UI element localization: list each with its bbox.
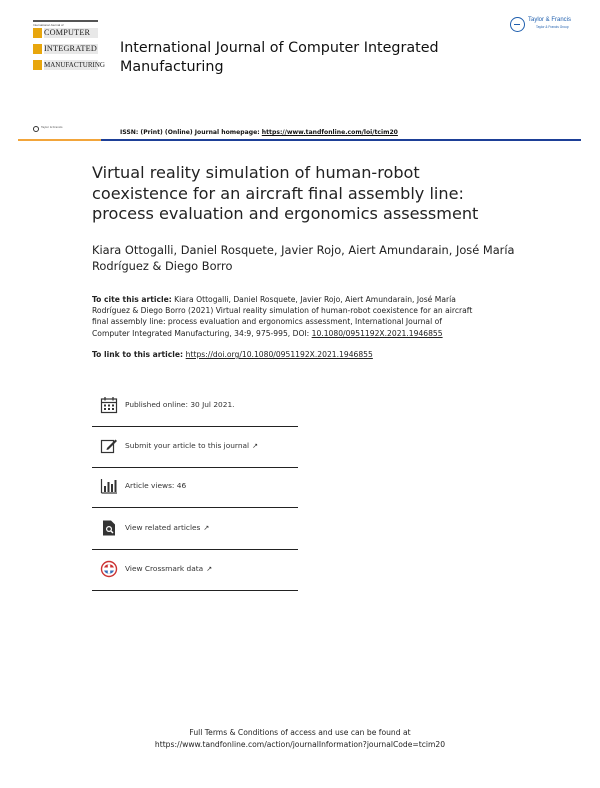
article-title-line-3: process evaluation and ergonomics assessment <box>92 204 479 223</box>
citation-line-3: final assembly line: process evaluation and ergonomics assessment, International Journal of <box>92 317 442 327</box>
authors-line-2: Rodríguez & Diego Borro <box>92 258 233 273</box>
article-views-row <box>92 477 298 517</box>
row-divider <box>92 590 298 591</box>
article-link-label: To link to this article: <box>92 350 186 359</box>
publisher-name: Taylor & Francis <box>528 17 572 23</box>
article-title-line-1: Virtual reality simulation of human-robot <box>92 163 420 182</box>
footer <box>0 727 600 751</box>
small-publisher-logo <box>33 126 63 132</box>
published-online-row <box>92 396 298 436</box>
issn-label: ISSN: (Print) (Online) Journal homepage: <box>120 129 262 136</box>
citation-line-2: Rodríguez & Diego Borro (2021) Virtual reality simulation of human-robot coexistence for an aircraft <box>92 306 473 316</box>
related-articles-label: View related articles <box>125 523 201 532</box>
edit-icon <box>100 437 118 455</box>
journal-title[interactable] <box>120 39 450 77</box>
article-views-text: Article views: 46 <box>125 481 187 490</box>
citation-line-4: Computer Integrated Manufacturing, 34:9, 975-995, DOI: <box>92 328 312 338</box>
journal-cover <box>33 20 105 74</box>
published-online-text: Published online: 30 Jul 2021. <box>125 400 235 409</box>
journal-title-line-2: Manufacturing <box>120 59 224 75</box>
header-rule-orange <box>18 139 101 141</box>
footer-line-1: Full Terms & Conditions of access and use can be found at <box>189 728 411 737</box>
row-divider <box>92 549 298 550</box>
cover-small-text: International Journal of <box>33 23 64 27</box>
cover-accent-block <box>33 28 42 38</box>
cover-word-manufacturing: MANUFACTURING <box>44 61 105 69</box>
crossmark-row[interactable] <box>92 560 298 600</box>
cover-word-computer: COMPUTER <box>44 28 98 38</box>
cover-accent-block <box>33 44 42 54</box>
small-publisher-logo-text: Taylor & Francis <box>41 125 63 129</box>
submit-article-row[interactable] <box>92 437 298 477</box>
row-divider <box>92 426 298 427</box>
related-articles-text[interactable] <box>125 523 209 532</box>
crossmark-icon <box>100 560 118 578</box>
journal-title-line-1: International Journal of Computer Integrated <box>120 40 439 56</box>
article-title <box>92 163 512 225</box>
citation-block <box>92 294 512 339</box>
article-doi-link[interactable]: https://doi.org/10.1080/0951192X.2021.1946855 <box>185 350 373 359</box>
citation-doi-link[interactable]: 10.1080/0951192X.2021.1946855 <box>311 328 443 338</box>
document-search-icon <box>100 519 118 537</box>
header-rule-blue <box>101 139 581 141</box>
submit-article-text[interactable] <box>125 441 258 450</box>
citation-line-1: Kiara Ottogalli, Daniel Rosquete, Javier Rojo, Aiert Amundarain, José María <box>171 295 456 304</box>
authors-line-1: Kiara Ottogalli, Daniel Rosquete, Javier Rojo, Aiert Amundarain, José María <box>92 243 515 257</box>
external-link-icon: ↗ <box>203 524 210 532</box>
small-publisher-logo-icon <box>33 126 39 132</box>
publisher-logo[interactable] <box>510 15 580 37</box>
crossmark-label: View Crossmark data <box>125 564 204 573</box>
citation-label: To cite this article: <box>92 295 172 304</box>
cover-top-rule <box>33 20 98 22</box>
calendar-icon <box>100 396 118 414</box>
crossmark-text[interactable] <box>125 564 212 573</box>
cover-band-2 <box>33 44 98 54</box>
submit-article-label: Submit your article to this journal <box>125 441 250 450</box>
cover-band-3 <box>33 60 105 70</box>
related-articles-row[interactable] <box>92 519 298 559</box>
external-link-icon: ↗ <box>252 442 258 450</box>
publisher-subname: Taylor & Francis Group <box>536 25 569 29</box>
article-title-line-2: coexistence for an aircraft final assembly line: <box>92 183 464 203</box>
publisher-logo-icon <box>510 17 525 32</box>
journal-homepage-link[interactable]: https://www.tandfonline.com/loi/tcim20 <box>261 129 398 136</box>
row-divider <box>92 507 298 508</box>
article-link-line <box>92 349 512 360</box>
bar-chart-icon <box>100 477 118 495</box>
cover-band-1 <box>33 28 98 38</box>
cover-word-integrated: INTEGRATED <box>44 44 97 53</box>
issn-line <box>120 129 398 136</box>
footer-terms-link[interactable]: https://www.tandfonline.com/action/journalInformation?journalCode=tcim20 <box>154 740 446 749</box>
external-link-icon: ↗ <box>206 565 213 573</box>
row-divider <box>92 467 298 468</box>
cover-accent-block <box>33 60 42 70</box>
authors <box>92 243 522 274</box>
